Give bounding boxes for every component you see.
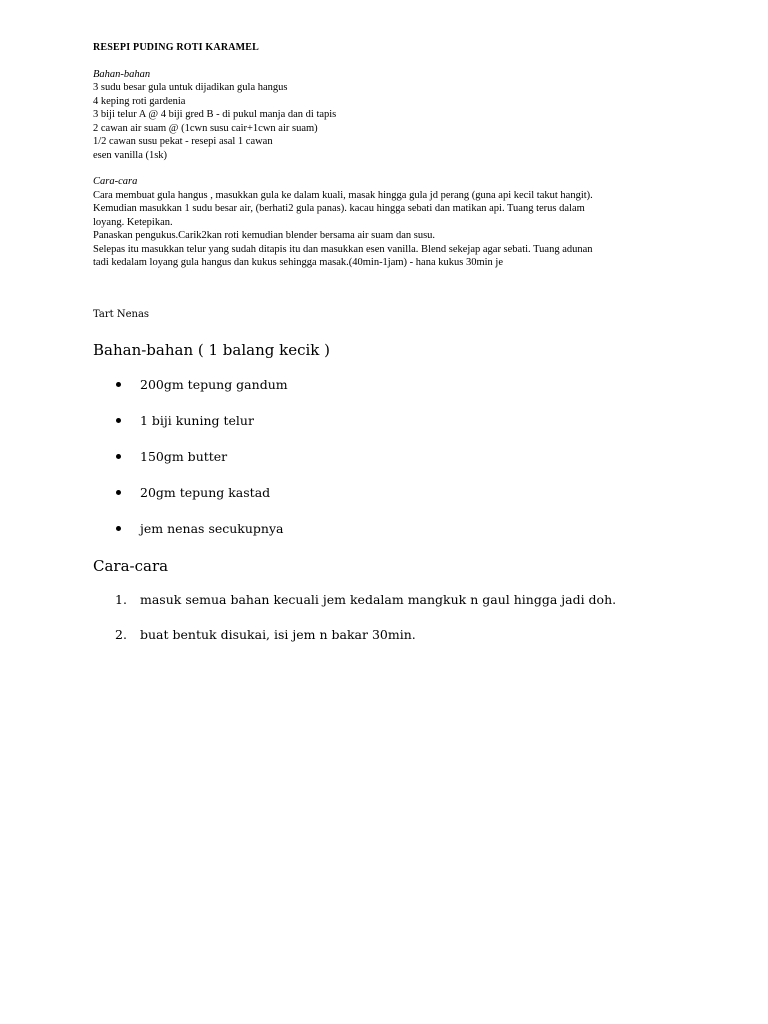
ingredient-line: 3 sudu besar gula untuk dijadikan gula hangus: [93, 82, 288, 93]
ingredients-list: [93, 81, 336, 162]
tart-ingredients-heading: Bahan-bahan ( 1 balang kecik ): [93, 341, 330, 359]
method-line: loyang. Ketepikan.: [93, 216, 173, 228]
step-number: 2.: [115, 627, 127, 642]
method-line: Cara membuat gula hangus , masukkan gula ke dalam kuali, masak hingga gula jd perang (guna api kecil takut hangit).: [93, 190, 593, 201]
method-line: Panaskan pengukus.Carik2kan roti kemudian blender bersama air suam dan susu.: [93, 230, 436, 242]
method-line: Selepas itu masukkan telur yang sudah ditapis itu dan masukkan esen vanilla. Blend sekejap agar sebati. Tuang adunan: [93, 243, 593, 255]
step-text: buat bentuk disukai, isi jem n bakar 30min.: [140, 627, 416, 642]
ingredient-line: esen vanilla (1sk): [93, 149, 168, 161]
method-line: Kemudian masukkan 1 sudu besar air, (berhati2 gula panas). kacau hingga sebati dan matikan api. Tuang terus dalam: [93, 203, 585, 215]
bullet-icon: [116, 526, 121, 531]
ingredient-line: 1/2 cawan susu pekat - resepi asal 1 cawan: [93, 136, 273, 147]
step-number: 1.: [115, 592, 127, 607]
bullet-icon: [116, 454, 121, 459]
ingredients-label: Bahan-bahan: [93, 69, 151, 80]
ingredient-line: 3 biji telur A @ 4 biji gred B - di pukul manja dan di tapis: [93, 109, 337, 120]
tart-method-heading: Cara-cara: [93, 557, 169, 575]
method-label: Cara-cara: [93, 176, 138, 187]
ingredient-line: 2 cawan air suam @ (1cwn susu cair+1cwn air suam): [93, 122, 318, 134]
recipe-title-puding-roti: RESEPI PUDING ROTI KARAMEL: [93, 42, 260, 53]
method-line: tadi kedalam loyang gula hangus dan kukus sehingga masak.(40min-1jam) - hana kukus 30min je: [93, 256, 503, 268]
document-page: RESEPI PUDING ROTI KARAMEL Bahan-bahan 3 sudu besar gula untuk dijadikan gula hangus 4 keping roti gardenia 3 biji telur A @ 4 biji gred B - di pukul manja dan di tapis 2 cawan air suam @ (1cwn susu cair+1cwn air suam) 1/2 cawan susu pekat - resepi asal 1 cawan esen vanilla (1sk) Cara-cara Cara membuat gula hangus , masukkan gula ke dalam kuali, masak hingga gula jd perang (guna api kecil takut hangit). Kemudian masukkan 1 sudu besar air, (berhati2 gula panas). kacau hingga sebati dan matikan api. Tuang terus dalam loyang. Ketepikan. Panaskan pengukus.Carik2kan roti kemudian blender bersama air suam dan susu. Selepas itu masukkan telur yang sudah ditapis itu dan masukkan esen vanilla. Blend sekejap agar sebati. Tuang adunan tadi kedalam loyang gula hangus dan kukus sehingga masak.(40min-1jam) - hana kukus 30min je Tart Nenas Bahan-bahan ( 1 balang kecik ) 200gm tepung gandum 1 biji kuning telur 150gm butter 20gm tepung kastad jem nenas secukupnya Cara-cara 1. masuk semua bahan kecuali jem kedalam mangkuk n gaul hingga jadi doh. 2. buat bentuk disukai, isi jem n bakar 30min.: [93, 42, 617, 642]
bullet-icon: [116, 490, 121, 495]
ingredient-line: 4 keping roti gardenia: [93, 95, 186, 107]
recipe-title-tart-nenas: Tart Nenas: [93, 309, 150, 320]
method-paragraph: [93, 189, 593, 269]
bullet-icon: [116, 418, 121, 423]
bullet-icon: [116, 382, 121, 387]
step-text: masuk semua bahan kecuali jem kedalam mangkuk n gaul hingga jadi doh.: [140, 592, 617, 607]
